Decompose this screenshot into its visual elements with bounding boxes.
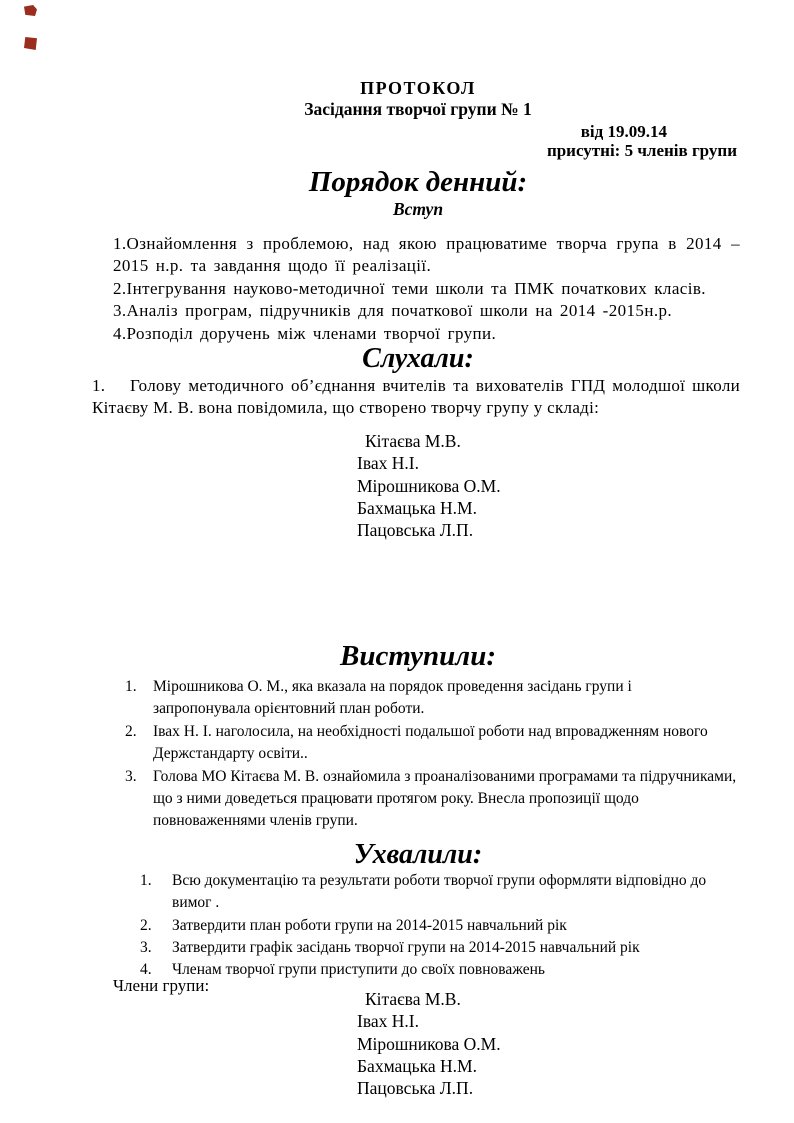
spoke-item xyxy=(125,676,740,721)
member-name: Бахмацька Н.М. xyxy=(357,1055,477,1076)
resolved-item-number: 1. xyxy=(140,871,152,889)
member-name: Кітаєва М.В. xyxy=(365,430,461,451)
spoke-item-number: 3. xyxy=(125,767,137,785)
spoke-item-number: 2. xyxy=(125,722,137,740)
resolved-item-number: 3. xyxy=(140,938,152,956)
spoke-item xyxy=(125,721,740,766)
red-scan-artifact-icon xyxy=(24,5,37,16)
agenda-item-line: 1.Ознайомлення з проблемою, над якою працюватиме творча група в 2014 – xyxy=(113,234,740,253)
resolved-item-line: Всю документацію та результати роботи творчої групи оформляти відповідно до xyxy=(172,871,707,889)
resolved-item xyxy=(140,915,740,937)
member-name: Пацовська Л.П. xyxy=(357,1078,474,1099)
red-scan-artifact-icon xyxy=(24,37,37,50)
heard-heading: Слухали: xyxy=(362,343,474,375)
resolved-item-line: Членам творчої групи приступити до своїх повноважень xyxy=(172,961,545,979)
resolved-item-number: 4. xyxy=(140,961,152,979)
agenda-subheading: Вступ xyxy=(392,199,444,219)
member-name: Івах Н.І. xyxy=(357,1011,419,1032)
spoke-list xyxy=(125,676,740,833)
meeting-date: від 19.09.14 xyxy=(580,122,667,141)
resolved-item-line: вимог . xyxy=(172,894,220,912)
agenda-item-line: 2015 н.р. та завдання щодо її реалізації. xyxy=(113,256,432,276)
resolved-item-line: Затвердити графік засідань творчої групи на 2014-2015 навчальний рік xyxy=(172,938,640,956)
document-subtitle: Засідання творчої групи № 1 xyxy=(304,99,532,119)
spoke-item-number: 1. xyxy=(125,677,137,695)
spoke-item xyxy=(125,766,740,833)
resolved-item xyxy=(140,870,740,915)
agenda-item xyxy=(113,300,740,322)
footer-members-list xyxy=(357,988,794,1100)
spoke-item-line: Голова МО Кітаєва М. В. ознайомила з проаналізованими програмами та підручниками, xyxy=(153,767,737,785)
attendance-line: присутні: 5 членів групи xyxy=(546,141,737,160)
member-name: Івах Н.І. xyxy=(357,453,419,474)
agenda-item-line: 2.Інтегрування науково-методичної теми школи та ПМК початкових класів. xyxy=(113,278,706,298)
resolved-item-number: 2. xyxy=(140,916,152,934)
member-name: Мірошникова О.М. xyxy=(357,475,501,496)
spoke-item-line: що з ними доведеться працювати протягом року. Внесла пропозиції щодо xyxy=(153,789,639,807)
agenda-item-line: 4.Розподіл доручень між членами творчої групи. xyxy=(113,323,497,343)
footer-members-label: Члени групи: xyxy=(113,975,210,995)
agenda-item-line: 3.Аналіз програм, підручників для початкової школи на 2014 -2015н.р. xyxy=(113,301,673,321)
spoke-item-line: запропонувала орієнтовний план роботи. xyxy=(153,700,425,718)
heard-paragraph-line: Кітаєву М. В. вона повідомила, що створено творчу групу у складі: xyxy=(92,398,600,418)
spoke-item-line: Держстандарту освіти.. xyxy=(153,745,308,763)
agenda-item xyxy=(113,278,740,300)
spoke-item-line: Мірошникова О. М., яка вказала на порядок проведення засідань групи і xyxy=(153,677,632,695)
member-name: Мірошникова О.М. xyxy=(357,1033,501,1054)
agenda-heading: Порядок денний: xyxy=(308,166,528,198)
document-title: ПРОТОКОЛ xyxy=(360,78,476,98)
spoke-item-line: Івах Н. І. наголосила, на необхідності подальшої роботи над впровадженням нового xyxy=(153,722,708,740)
resolved-heading: Ухвалили: xyxy=(353,838,483,870)
resolved-item xyxy=(140,937,740,959)
agenda-list xyxy=(113,233,740,345)
resolved-item-line: Затвердити план роботи групи на 2014-2015 навчальний рік xyxy=(172,916,567,934)
member-name: Пацовська Л.П. xyxy=(357,520,474,541)
heard-paragraph-line: 1. Голову методичного об’єднання вчителів та вихователів ГПД молодшої школи xyxy=(92,375,740,397)
resolved-list xyxy=(140,870,740,982)
heard-paragraph xyxy=(92,375,740,420)
member-name: Кітаєва М.В. xyxy=(365,988,461,1009)
heard-item-number: 1. xyxy=(92,376,106,396)
members-list xyxy=(357,430,794,542)
spoke-heading: Виступили: xyxy=(340,639,496,672)
spoke-item-line: повноваженнями членів групи. xyxy=(153,812,358,830)
resolved-item xyxy=(140,959,740,981)
agenda-item xyxy=(113,233,740,278)
member-name: Бахмацька Н.М. xyxy=(357,498,477,519)
